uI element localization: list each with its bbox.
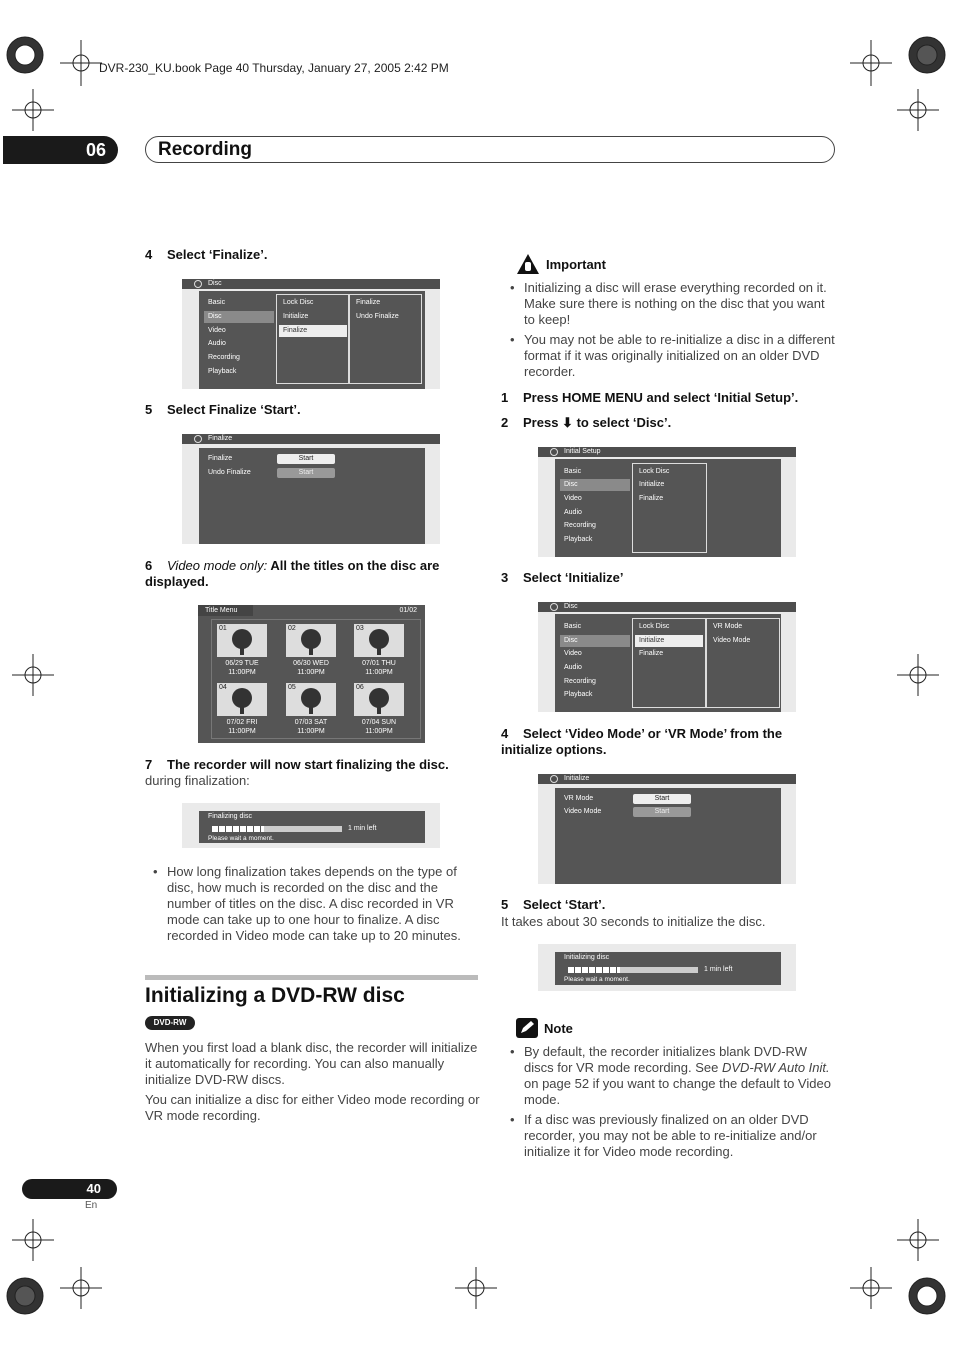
chapter-number: 06: [3, 136, 118, 164]
row-finalize: Finalize: [208, 455, 233, 462]
language-label: En: [85, 1200, 98, 1211]
step-1-home-menu: 1 Press HOME MENU and select ‘Initial Setup’.: [501, 390, 799, 405]
note-item: • If a disc was previously finalized on an older DVD recorder, you may not be able to re-initialize and/or initialize it for Video mode recording.: [510, 1112, 835, 1160]
title-number: 03: [356, 625, 364, 632]
title-number: 04: [219, 684, 227, 691]
title-number: 06: [356, 684, 364, 691]
dvd-rw-badge: DVD-RW: [145, 1016, 195, 1030]
setup-icon: [194, 280, 202, 288]
finalizing-progress-screen: [182, 803, 440, 848]
setup-icon: [550, 448, 558, 456]
finalize-start-button[interactable]: Start: [277, 454, 335, 464]
setup-icon: [550, 603, 558, 611]
initialize-progress-fill: [568, 967, 620, 973]
undo-finalize-start-button[interactable]: Start: [277, 468, 335, 478]
note-list: [510, 1044, 835, 1164]
menu-item-playback[interactable]: Playback: [208, 368, 237, 375]
vr-mode-start-button[interactable]: Start: [633, 794, 691, 804]
submenu-finalize[interactable]: Finalize: [639, 495, 664, 502]
important-heading: Important: [546, 257, 606, 272]
title-menu-label: Title Menu: [198, 605, 253, 616]
menu-item-playback[interactable]: Playback: [564, 691, 593, 698]
menu-item-video[interactable]: Video: [564, 650, 582, 657]
menu-item-recording[interactable]: Recording: [564, 522, 596, 529]
initialize-screen: Initialize VR Mode Video Mode Start Start: [538, 774, 796, 884]
title-date-time: 07/03 SAT 11:00PM: [294, 719, 328, 735]
during-finalization-label: during finalization:: [145, 773, 250, 788]
menu-item-basic[interactable]: Basic: [208, 299, 226, 306]
time-left: 1 min left: [348, 825, 377, 832]
menu-item-video[interactable]: Video: [564, 495, 582, 502]
note-heading: Note: [544, 1021, 573, 1036]
page-number: 40: [22, 1179, 117, 1199]
option-finalize[interactable]: Finalize: [356, 299, 381, 306]
submenu-initialize[interactable]: Initialize: [283, 313, 309, 320]
menu-item-recording[interactable]: Recording: [208, 354, 240, 361]
title-number: 05: [288, 684, 296, 691]
submenu-lock-disc[interactable]: Lock Disc: [639, 468, 670, 475]
menu-item-basic[interactable]: Basic: [564, 623, 582, 630]
step-7-finalizing: 7 The recorder will now start finalizing the disc.: [145, 757, 449, 772]
option-video-mode[interactable]: Video Mode: [713, 637, 751, 644]
initialize-duration-note: It takes about 30 seconds to initialize the disc.: [501, 914, 766, 929]
menu-item-audio[interactable]: Audio: [208, 340, 226, 347]
step-6-titles-displayed: 6 Video mode only: All the titles on the disc are displayed.: [145, 558, 440, 589]
menu-item-basic[interactable]: Basic: [564, 468, 582, 475]
mode-paragraph: You can initialize a disc for either Video mode recording or VR mode recording.: [145, 1092, 480, 1123]
menu-item-playback[interactable]: Playback: [564, 536, 593, 543]
disc-menu-screen: Disc Basic Disc Video Audio Recording Playback Lock Disc Initialize Finalize Finalize Undo Finalize: [182, 279, 440, 389]
menu-item-disc[interactable]: Disc: [204, 311, 274, 323]
time-left: 1 min left: [704, 966, 733, 973]
initializing-disc-label: Initializing disc: [564, 954, 610, 961]
step-2-select-disc: 2 Press ⬇ to select ‘Disc’.: [501, 415, 672, 430]
title-date-time: 07/01 THU 11:00PM: [362, 660, 396, 676]
initializing-progress-screen: [538, 944, 796, 991]
step-3-select-initialize: 3 Select ‘Initialize’: [501, 570, 624, 585]
title-number: 01: [219, 625, 227, 632]
setup-icon: [550, 775, 558, 783]
title-date-time: 07/02 FRI 11:00PM: [226, 719, 258, 735]
book-info: DVR-230_KU.book Page 40 Thursday, January 27, 2005 2:42 PM: [99, 61, 449, 75]
step-5-select-start: 5 Select Finalize ‘Start’.: [145, 402, 301, 417]
submenu-lock-disc[interactable]: Lock Disc: [639, 623, 670, 630]
finalize-screen: Finalize Finalize Undo Finalize Start Start: [182, 434, 440, 544]
menu-item-video[interactable]: Video: [208, 327, 226, 334]
menu-item-audio[interactable]: Audio: [564, 509, 582, 516]
initial-setup-screen: Initial Setup Basic Disc Video Audio Recording Playback Lock Disc Initialize Finalize: [538, 447, 796, 557]
submenu-finalize[interactable]: Finalize: [279, 325, 347, 337]
submenu-lock-disc[interactable]: Lock Disc: [283, 299, 314, 306]
option-vr-mode[interactable]: VR Mode: [713, 623, 743, 630]
title-date-time: 06/30 WED 11:00PM: [293, 660, 329, 676]
row-video-mode: Video Mode: [564, 808, 602, 815]
submenu-initialize[interactable]: Initialize: [635, 635, 703, 647]
page-indicator: 01/02: [399, 607, 417, 614]
menu-item-recording[interactable]: Recording: [564, 678, 596, 685]
finalize-progress-fill: [212, 826, 264, 832]
step-5-select-start: 5 Select ‘Start’.: [501, 897, 606, 912]
chapter-title: Recording: [145, 136, 835, 163]
please-wait: Please wait a moment.: [564, 976, 630, 983]
section-divider: [145, 975, 478, 980]
disc-initialize-screen: Disc Basic Disc Video Audio Recording Playback Lock Disc Initialize Finalize VR Mode Video Mode: [538, 602, 796, 712]
title-date-time: 07/04 SUN 11:00PM: [361, 719, 397, 735]
submenu-initialize[interactable]: Initialize: [639, 481, 665, 488]
menu-item-disc[interactable]: Disc: [560, 635, 630, 647]
title-date-time: 06/29 TUE 11:00PM: [225, 660, 259, 676]
setup-icon: [194, 435, 202, 443]
option-undo-finalize[interactable]: Undo Finalize: [356, 313, 399, 320]
down-arrow-icon: ⬇: [562, 415, 573, 430]
finalizing-disc-label: Finalizing disc: [208, 813, 252, 820]
intro-paragraph: When you first load a blank disc, the recorder will initialize it automatically for recording. You can also manually initialize DVD-RW discs.: [145, 1040, 478, 1087]
section-title: Initializing a DVD-RW disc: [145, 984, 405, 1007]
finalization-time-note: • How long finalization takes depends on the type of disc, how much is recorded on the disc and the number of titles on the disc. A disc recorded in VR mode can take up to one hour to finalize. A disc recorded in Video mode can take up to 20 minutes.: [153, 864, 473, 948]
submenu-finalize[interactable]: Finalize: [639, 650, 664, 657]
note-item: • By default, the recorder initializes blank DVD-RW discs for VR mode recording. See DVD-RW Auto Init. on page 52 if you want to change the default to Video mode.: [510, 1044, 835, 1108]
menu-item-audio[interactable]: Audio: [564, 664, 582, 671]
menu-item-disc[interactable]: Disc: [560, 479, 630, 491]
row-undo-finalize: Undo Finalize: [208, 469, 251, 476]
step-4-select-finalize: 4 Select ‘Finalize’.: [145, 247, 268, 262]
step-4-select-mode: 4 Select ‘Video Mode’ or ‘VR Mode’ from the initialize options.: [501, 726, 783, 757]
important-icon: [516, 253, 540, 275]
video-mode-start-button[interactable]: Start: [633, 807, 691, 817]
note-icon: [516, 1018, 538, 1038]
please-wait: Please wait a moment.: [208, 835, 274, 842]
title-menu-screen: [198, 605, 425, 743]
row-vr-mode: VR Mode: [564, 795, 594, 802]
important-list: • Initializing a disc will erase everything recorded on it. Make sure there is nothing on the disc that you want to keep! • You may not be able to re-initialize a disc in a different format if it was originally initialized on an older DVD recorder.: [510, 280, 835, 384]
title-number: 02: [288, 625, 296, 632]
